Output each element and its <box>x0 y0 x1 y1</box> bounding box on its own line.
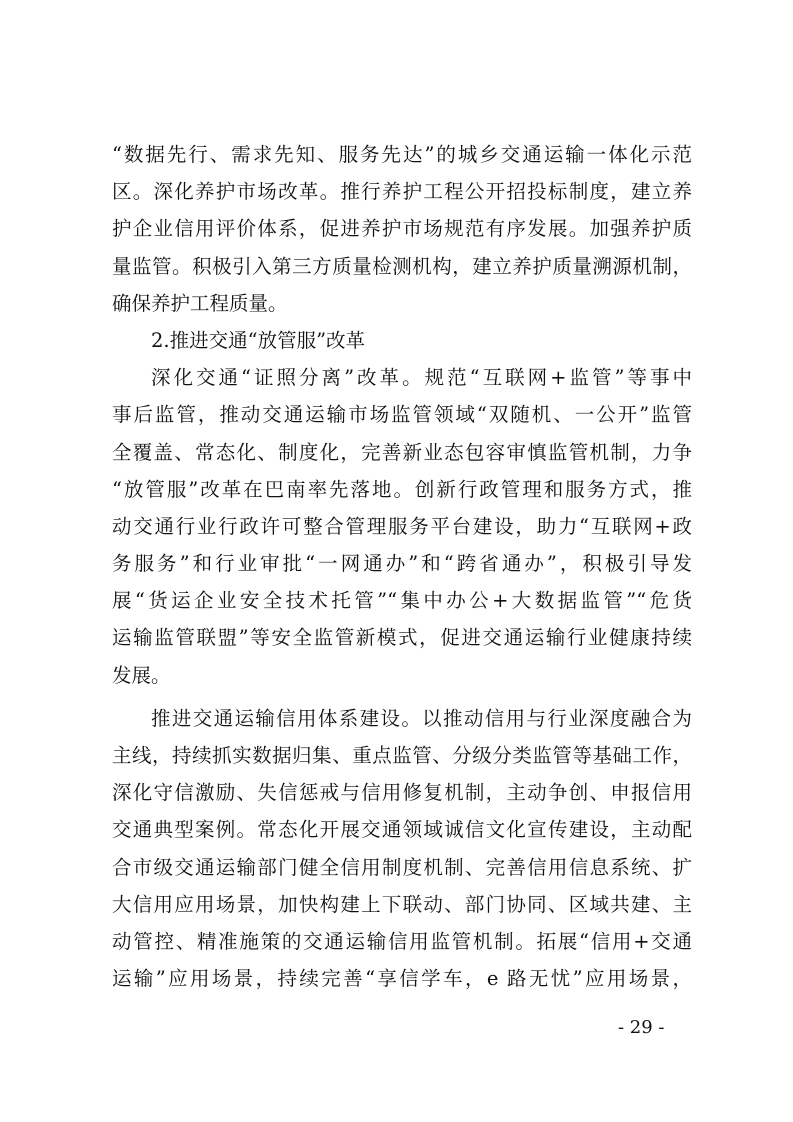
text-line: 展“货运企业安全技术托管”“集中办公+大数据监管”“危货 <box>112 589 692 613</box>
text-line: 动交通行业行政许可整合管理服务平台建设，助力“互联网+政 <box>112 514 692 538</box>
text-line: 事后监管，推动交通运输市场监管领域“双随机、一公开”监管 <box>112 403 692 427</box>
text-line: 确保养护工程质量。 <box>112 291 288 315</box>
text-line: 深化交通“证照分离”改革。规范“互联网+监管”等事中 <box>151 366 692 390</box>
text-line: 务服务”和行业审批“一网通办”和“跨省通办”，积极引导发 <box>112 552 692 576</box>
text-line: 主线，持续抓实数据归集、重点监管、分级分类监管等基础工作， <box>112 744 692 767</box>
text-line: 量监管。积极引入第三方质量检测机构，建立养护质量溯源机制， <box>112 254 692 278</box>
text-line: 动管控、精准施策的交通运输信用监管机制。拓展“信用+交通 <box>112 929 692 953</box>
page-number: - 29 - <box>618 1017 665 1038</box>
text-line: 运输”应用场景，持续完善“享信学车，e 路无忧”应用场景， <box>112 967 692 991</box>
text-line: 推进交通运输信用体系建设。以推动信用与行业深度融合为 <box>151 706 692 730</box>
text-line: 全覆盖、常态化、制度化，完善新业态包容审慎监管机制，力争 <box>112 440 692 464</box>
section-heading: 2.推进交通“放管服”改革 <box>151 328 366 352</box>
text-line: “放管服”改革在巴南率先落地。创新行政管理和服务方式，推 <box>112 477 692 501</box>
text-line: 交通典型案例。常态化开展交通领域诚信文化宣传建设，主动配 <box>112 818 692 842</box>
text-line: 护企业信用评价体系，促进养护市场规范有序发展。加强养护质 <box>112 217 692 241</box>
text-line: “数据先行、需求先知、服务先达”的城乡交通运输一体化示范 <box>112 143 692 166</box>
text-line: 合市级交通运输部门健全信用制度机制、完善信用信息系统、扩 <box>112 855 692 879</box>
text-line: 大信用应用场景，加快构建上下联动、部门协同、区域共建、主 <box>112 892 692 916</box>
body-text <box>112 136 692 997</box>
text-line: 区。深化养护市场改革。推行养护工程公开招投标制度，建立养 <box>112 180 692 204</box>
text-line: 深化守信激励、失信惩戒与信用修复机制，主动争创、申报信用 <box>112 781 692 805</box>
text-line: 运输监管联盟”等安全监管新模式，促进交通运输行业健康持续 <box>112 626 692 650</box>
text-line: 发展。 <box>112 663 171 687</box>
